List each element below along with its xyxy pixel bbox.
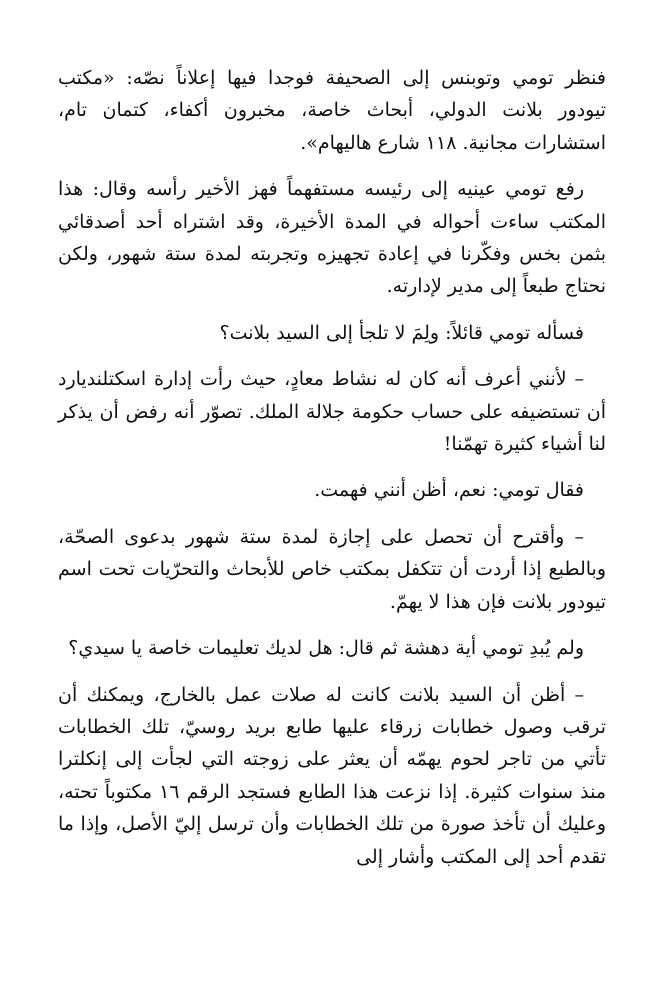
book-page [58,62,606,887]
paragraph-special-instructions: ولم يُبدِ تومي أية دهشة ثم قال: هل لديك تعليمات خاصة يا سيدي؟ [68,637,584,660]
paragraph-blunt-hostile-activity: – لأنني أعرف أنه كان له نشاط معادٍ، حيث رأت إدارة اسكتلنديارد أن تستضيفه على حساب حكومة جلالة الملك. تصوّر أنه رفض أن يذكر لنا أشياء كثيرة تهمّنا! [58,368,606,456]
paragraph-leave-proposal: – وأقترح أن تحصل على إجازة لمدة ستة شهور بدعوى الصحّة، وبالطبع إذا أردت أن تتكفل بمكتب خاص للأبحاث والتحرّيات تحت اسم تيودور بلانت فإن هذا لا يهمّ. [58,525,606,613]
paragraph-blue-letters: – أظن أن السيد بلانت كانت له صلات عمل بالخارج، ويمكنك أن ترقب وصول خطابات زرقاء عليها طابع بريد روسيّ، تلك الخطابات تأتي من تاجر لحوم يهمّه أن يعثر على زوجته التي لجأت إلى إنكلترا منذ سنوات كثيرة. إذا نزعت هذا الطابع فستجد الرقم ١٦ مكتوباً تحته، وعليك أن تأخذ صورة من تلك الخطابات وأن ترسل إليّ الأصل، وإذا ما تقدم أحد إلى المكتب وأشار إلى [58,683,607,868]
paragraph-newspaper-ad: فنظر تومي وتوبنس إلى الصحيفة فوجدا فيها إعلاناً نصّه: «مكتب تيودور بلانت الدولي، أبحاث خاصة، مخبرون أكفاء، كتمان تام، استشارات مجانية. ١١٨ شارع هاليهام». [58,67,606,154]
paragraph-chief-explains-office: رفع تومي عينيه إلى رئيسه مستفهماً فهز الأخير رأسه وقال: هذا المكتب ساءت أحواله في المدة الأخيرة، وقد اشتراه أحد أصدقائي بثمن بخس وفكّرنا في إعادة تجهيزه وتجربته لمدة ستة شهور، ولكن نحتاج طبعاً إلى مدير لإدارته. [58,178,606,298]
paragraph-tommy-asks: فسأله تومي قائلاً: ولِمَ لا تلجأ إلى السيد بلانت؟ [219,321,584,344]
paragraph-tommy-understands: فقال تومي: نعم، أظن أنني فهمت. [314,479,584,502]
